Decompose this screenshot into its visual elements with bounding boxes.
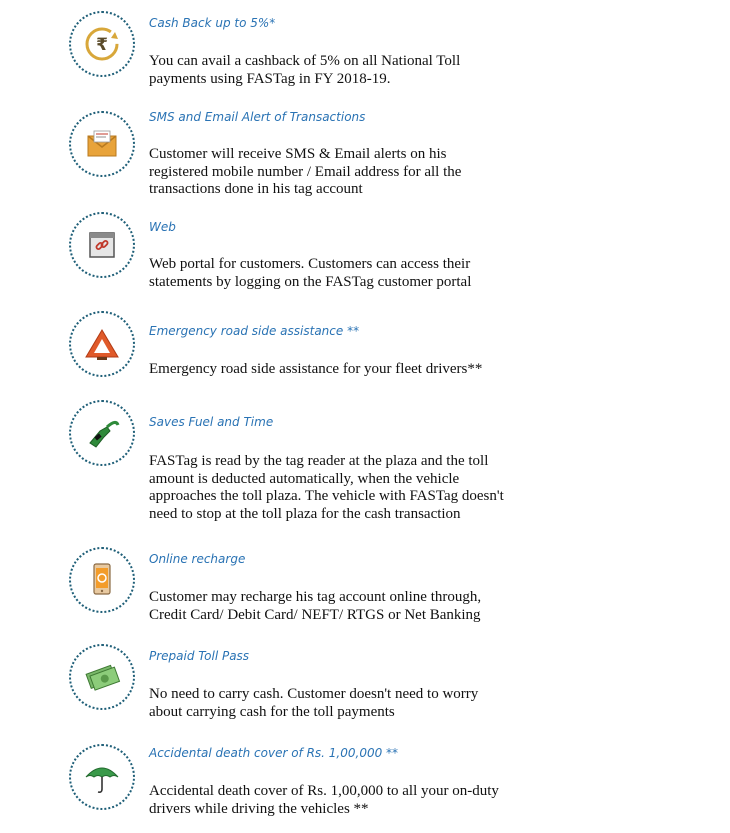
feature-title: SMS and Email Alert of Transactions — [149, 110, 366, 124]
fuel-nozzle-icon — [69, 400, 135, 466]
feature-title: Prepaid Toll Pass — [149, 649, 250, 663]
feature-title: Accidental death cover of Rs. 1,00,000 ** — [149, 746, 399, 760]
feature-description: No need to carry cash. Customer doesn't need to worry about carrying cash for the toll payments — [149, 686, 479, 720]
web-link-icon — [69, 212, 135, 278]
envelope-alert-icon — [69, 111, 135, 177]
feature-description: Customer will receive SMS & Email alerts on his registered mobile number / Email address for all the transactions done in his tag account — [149, 146, 462, 198]
feature-description: FASTag is read by the tag reader at the plaza and the toll amount is deducted automatically, when the vehicle approaches the toll plaza. The vehicle with FASTag doesn't need to stop at the toll plaza for the cash transaction — [149, 453, 504, 522]
feature-description: Web portal for customers. Customers can access their statements by logging on the FASTag customer portal — [149, 256, 472, 290]
rupee-cashback-icon — [69, 11, 135, 77]
feature-description: Customer may recharge his tag account online through, Credit Card/ Debit Card/ NEFT/ RTGS or Net Banking — [149, 589, 482, 623]
umbrella-icon — [69, 744, 135, 810]
feature-description: Accidental death cover of Rs. 1,00,000 to all your on-duty drivers while driving the vehicles ** — [149, 783, 499, 817]
feature-description: Emergency road side assistance for your fleet drivers** — [149, 361, 483, 377]
feature-description: You can avail a cashback of 5% on all National Toll payments using FASTag in FY 2018-19. — [149, 53, 461, 87]
feature-title: Emergency road side assistance ** — [149, 324, 360, 338]
mobile-recharge-icon — [69, 547, 135, 613]
feature-title: Cash Back up to 5%* — [149, 16, 276, 30]
cash-notes-icon — [69, 644, 135, 710]
svg-text:₹: ₹ — [96, 35, 108, 55]
feature-title: Online recharge — [149, 552, 246, 566]
feature-title: Saves Fuel and Time — [149, 415, 274, 429]
feature-title: Web — [149, 220, 176, 234]
warning-triangle-icon — [69, 311, 135, 377]
